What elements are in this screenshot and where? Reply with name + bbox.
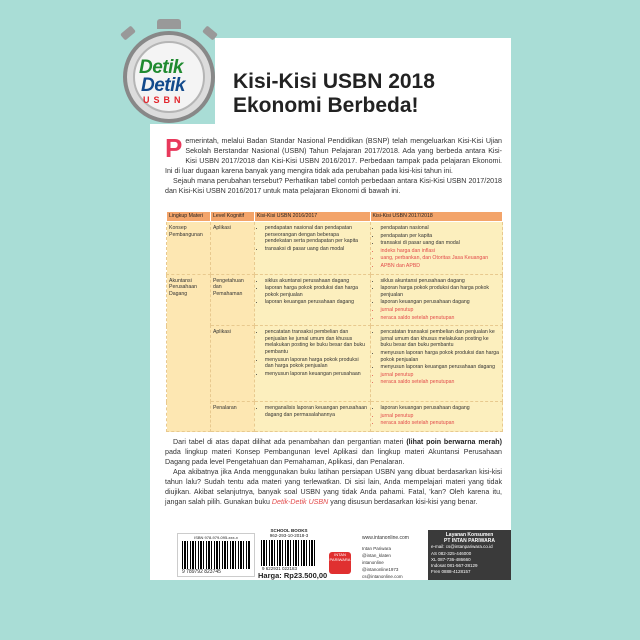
publisher-logo: INTAN PARIWARA bbox=[329, 552, 351, 574]
intro-paragraph-1: emerintah, melalui Badan Standar Nasional Pendidikan (BSNP) telah mengeluarkan Kisi-Kisi Ujian Sekolah Berstandar Nasional (USBN) Tahun Pelajaran 2017/2018. Ada yang berbeda antara Kisi-Kisi USBN 2017/2018 dan Kisi-Kisi USBN 2016/2017. Perbedaan tampak pada pelajaran Ekonomi. Ini di luar dugaan karena banyak yang mengira tidak ada perubahan pada kisi-kisi tahun ini. bbox=[165, 137, 502, 175]
list-item: • laporan keuangan perusahaan dagang bbox=[381, 299, 500, 306]
list-item-new: • jurnal penutup bbox=[381, 307, 500, 314]
cell-new bbox=[370, 402, 502, 432]
social-item: cs@intanonline.com bbox=[362, 574, 403, 579]
contact-line: AS 082-325-446000 bbox=[431, 550, 472, 556]
cell-new bbox=[370, 222, 502, 275]
isbn2-number: 9 622931 022183 bbox=[262, 566, 298, 571]
conclusion-text-a: Dari tabel di atas dapat dilihat ada penambahan dan pergantian materi bbox=[173, 438, 404, 446]
list-item: • laporan harga pokok produksi dan harga pokok penjualan bbox=[265, 285, 368, 298]
list-item-new: • neraca saldo setelah penutupan bbox=[381, 420, 500, 427]
cell-level: Pengetahuan dan Pemahaman bbox=[210, 274, 254, 326]
page-title bbox=[233, 70, 435, 118]
intro-text bbox=[165, 133, 502, 196]
list-item: • transaksi di pasar uang dan modal bbox=[381, 240, 500, 247]
header-lingkup: Lingkup Materi bbox=[167, 212, 211, 222]
book-name: Detik-Detik USBN bbox=[271, 498, 329, 506]
list-item: • pendapatan nasional bbox=[381, 225, 500, 232]
header-level: Level Kognitif bbox=[210, 212, 254, 222]
contact-line: Fren 0888-4128157 bbox=[431, 569, 471, 575]
conclusion-text bbox=[165, 437, 502, 507]
list-item: • menyusun laporan keuangan perusahaan bbox=[265, 371, 368, 378]
list-item: • menganalisis laporan keuangan perusahaan dagang dan permasalahannya bbox=[265, 405, 368, 418]
list-item-new: • indeks harga dan inflasi bbox=[381, 248, 500, 255]
social-list bbox=[362, 545, 403, 580]
cell-old bbox=[254, 326, 370, 402]
table-row bbox=[167, 402, 503, 432]
list-item: • pencatatan transaksi pembelian dan penjualan ke jurnal umum dan khusus melakukan posting ke buku besar dan buku pembantu bbox=[381, 329, 500, 349]
logo-word-2: Detik bbox=[141, 75, 185, 96]
cell-old bbox=[254, 274, 370, 326]
price-label: Harga: Rp23.500,00 bbox=[258, 571, 328, 580]
social-item: Intan Pariwara bbox=[362, 546, 392, 551]
list-item-new: • uang, perbankan, dan Otoritas Jasa Keuangan bbox=[381, 255, 500, 262]
list-item: • siklus akuntansi perusahaan dagang bbox=[265, 278, 368, 285]
stopwatch-left-knob bbox=[120, 25, 136, 40]
list-item: • laporan keuangan perusahaan dagang bbox=[265, 299, 368, 306]
list-item-new: • APBN dan APBD bbox=[381, 263, 500, 270]
cell-level: Aplikasi bbox=[210, 222, 254, 275]
conclusion-text-d: Apa akibatnya jika Anda menggunakan buku latihan persiapan USBN yang dibuat berdasarkan kisi-kisi tahun lalu? Sudah tentu ada materi yang terlewatkan. Di sisi lain, Anda mempelajari materi yang tidak diujikan. Akibat selanjutnya, banyak soal USBN yang tidak Anda pahami. Fatal, 'kan? Oleh karena itu, jangan salah pilih. Gunakan buku bbox=[165, 468, 502, 506]
table-row bbox=[167, 222, 503, 275]
list-item: • menyusun laporan keuangan perusahaan dagang bbox=[381, 364, 500, 371]
list-item: • pencatatan transaksi pembelian dan penjualan ke jurnal umum dan khusus melakukan posting ke buku besar dan buku pembantu bbox=[265, 329, 368, 355]
cell-old bbox=[254, 222, 370, 275]
social-item: @intanonline1973 bbox=[362, 567, 399, 572]
isbn-label: ISBN 978-979-095-xxx-x bbox=[194, 535, 238, 540]
stopwatch-logo bbox=[115, 15, 225, 125]
contact-line: XL 087-736-486660 bbox=[431, 556, 471, 562]
list-item: • menyusun laporan harga pokok produksi dan harga pokok penjualan bbox=[381, 350, 500, 363]
isbn-number: 9 789792 823745 bbox=[182, 569, 221, 575]
cell-lingkup: Akuntansi Perusahaan Dagang bbox=[167, 274, 211, 432]
cell-lingkup: Konsep Pembangunan bbox=[167, 222, 211, 275]
intro-paragraph-2: Sejauh mana perubahan tersebut? Perhatikan tabel contoh perbedaan antara Kisi-Kisi USBN 2017/2018 dan Kisi-Kisi USBN 2016/2017 untuk mata pelajaran Ekonomi di bawah ini. bbox=[165, 177, 502, 195]
contact-company: PT INTAN PARIWARA bbox=[444, 538, 495, 545]
comparison-table bbox=[166, 211, 503, 432]
header-new: Kisi-Kisi USBN 2017/2018 bbox=[370, 212, 502, 222]
list-item: • laporan harga pokok produksi dan harga pokok penjualan bbox=[381, 285, 500, 298]
list-item-new: • jurnal penutup bbox=[381, 372, 500, 379]
conclusion-paragraph-1 bbox=[165, 437, 502, 467]
contact-line: Indosat 081-567-28129 bbox=[431, 563, 478, 569]
social-item: intanonline bbox=[362, 560, 384, 565]
social-item: @intan_klaten bbox=[362, 553, 391, 558]
logo-word-1: Detik bbox=[139, 57, 183, 78]
conclusion-text-c: pada lingkup materi Konsep Pembangunan level Aplikasi dan lingkup materi Akuntansi Perusahaan Dagang pada level Pengetahuan dan Pemahaman, Aplikasi, dan Penalaran. bbox=[165, 448, 502, 466]
list-item: • pendapatan per kapita bbox=[381, 233, 500, 240]
list-item-new: • jurnal penutup bbox=[381, 413, 500, 420]
school-books-label: SCHOOL BOOKS bbox=[270, 528, 308, 533]
conclusion-bold-note: (lihat poin berwarna merah) bbox=[406, 438, 502, 446]
logo-word-3: USBN bbox=[143, 95, 185, 105]
cell-level: Penalaran bbox=[210, 402, 254, 432]
barcode-icon bbox=[182, 541, 250, 569]
cell-old bbox=[254, 402, 370, 432]
isbn-barcode-1 bbox=[177, 533, 255, 577]
cell-new bbox=[370, 274, 502, 326]
list-item: • siklus akuntansi perusahaan dagang bbox=[381, 278, 500, 285]
contact-title: Layanan Konsumen bbox=[445, 532, 494, 538]
cell-level: Aplikasi bbox=[210, 326, 254, 402]
list-item: • laporan keuangan perusahaan dagang bbox=[381, 405, 500, 412]
website-link: www.intanonline.com bbox=[362, 535, 409, 541]
barcode-icon bbox=[261, 540, 317, 566]
list-item-new: • neraca saldo setelah penutupan bbox=[381, 315, 500, 322]
list-item: • pendapatan nasional dan pendapatan perseorangan dengan beberapa pendekatan serta pendapatan per kapita bbox=[265, 225, 368, 245]
title-line-2: Ekonomi Berbeda! bbox=[233, 94, 419, 117]
contact-line: e-mail: cs@intanpariwara.co.id bbox=[431, 544, 493, 550]
table-row bbox=[167, 326, 503, 402]
conclusion-paragraph-2 bbox=[165, 467, 502, 507]
list-item: • menyusun laporan harga pokok produksi dan harga pokok penjualan bbox=[265, 357, 368, 370]
drop-cap: P bbox=[165, 133, 183, 163]
stopwatch-crown-shape bbox=[157, 19, 181, 29]
conclusion-text-e: yang disusun berdasarkan kisi-kisi yang benar. bbox=[330, 498, 478, 506]
title-line-1: Kisi-Kisi USBN 2018 bbox=[233, 70, 435, 93]
table-row bbox=[167, 274, 503, 326]
isbn2-label: 962-293-10-2018-3 bbox=[269, 533, 309, 538]
contact-box bbox=[428, 530, 511, 580]
list-item: • transaksi di pasar uang dan modal bbox=[265, 246, 368, 253]
header-old: Kisi-Kisi USBN 2016/2017 bbox=[254, 212, 370, 222]
cell-new bbox=[370, 326, 502, 402]
list-item-new: • neraca saldo setelah penutupan bbox=[381, 379, 500, 386]
